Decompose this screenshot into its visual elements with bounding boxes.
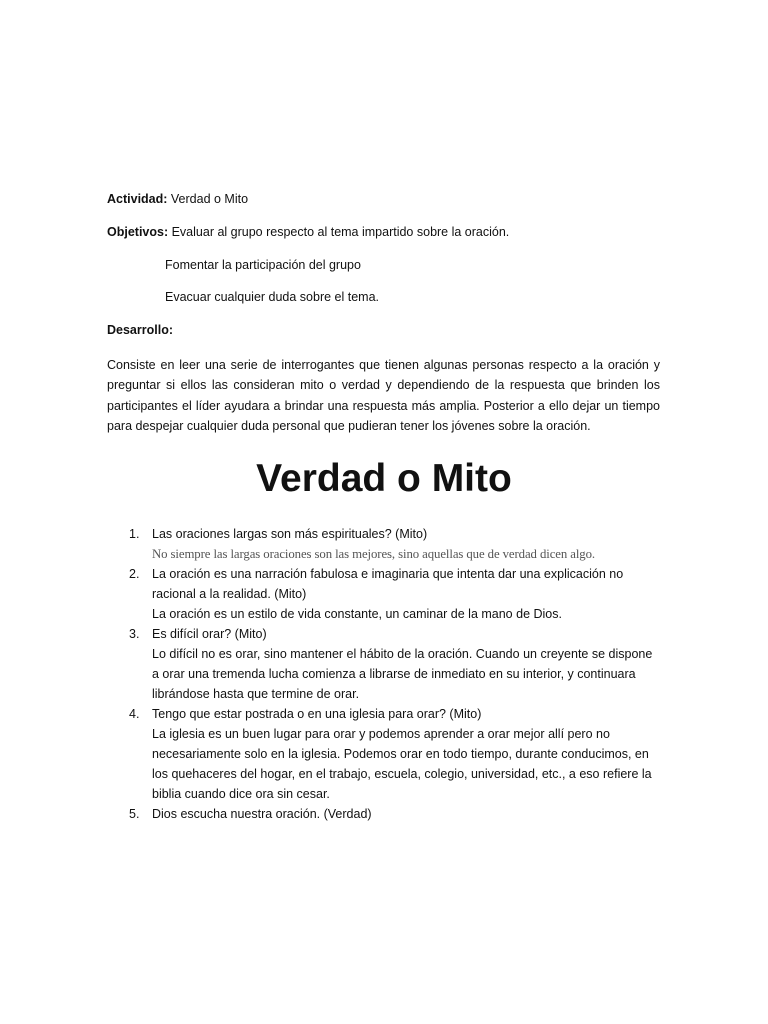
list-item-line: Las oraciones largas son más espirituales? (Mito) bbox=[152, 527, 428, 541]
objective-item-1: Evaluar al grupo respecto al tema impartido sobre la oración. bbox=[168, 225, 510, 239]
objectives-line bbox=[107, 224, 509, 241]
development-line-1: Consiste en leer una serie de interrogantes que tienen algunas personas respecto a la oración y bbox=[107, 358, 660, 372]
development-line-2: preguntar si ellos las consideran mito o verdad y dependiendo de la respuesta que brinden los bbox=[107, 378, 660, 393]
list-item-line: Dios escucha nuestra oración. (Verdad) bbox=[152, 807, 372, 821]
objectives-label: Objetivos: bbox=[107, 225, 169, 239]
development-label: Desarrollo: bbox=[107, 323, 173, 337]
list-item-line: Lo difícil no es orar, sino mantener el hábito de la oración. Cuando un creyente se dispone bbox=[152, 647, 653, 661]
list-item-line: a orar una tremenda lucha comienza a librarse de inmediato en su interior, y continuara bbox=[152, 667, 636, 681]
objective-item-3: Evacuar cualquier duda sobre el tema. bbox=[165, 290, 380, 304]
page-title: Verdad o Mito bbox=[256, 457, 512, 500]
list-item bbox=[107, 564, 667, 624]
list-item-number: 4. bbox=[129, 707, 140, 721]
development-paragraph bbox=[107, 355, 660, 436]
list-item-line: La oración es una narración fabulosa e imaginaria que intenta dar una explicación no bbox=[152, 567, 624, 581]
list-item-number: 3. bbox=[129, 627, 140, 641]
list-item bbox=[107, 804, 667, 824]
list-item-line: Tengo que estar postrada o en una iglesia para orar? (Mito) bbox=[152, 707, 482, 721]
list-item-number: 1. bbox=[129, 527, 140, 541]
activity-label: Actividad: bbox=[107, 192, 168, 206]
question-list bbox=[107, 524, 667, 824]
list-item-line: biblia cuando dice ora sin cesar. bbox=[152, 787, 330, 801]
list-item-line: La oración es un estilo de vida constante, un caminar de la mano de Dios. bbox=[152, 607, 562, 621]
development-line-4: para despejar cualquier duda personal que pudieran tener los jóvenes sobre la oración. bbox=[107, 418, 591, 433]
development-line-3: participantes el líder ayudara a brindar una respuesta más amplia. Posterior a ello dejar un tiempo bbox=[107, 398, 660, 413]
list-item-number: 2. bbox=[129, 567, 140, 581]
list-item-line: Es difícil orar? (Mito) bbox=[152, 627, 267, 641]
list-item-line: librándose hasta que termine de orar. bbox=[152, 687, 360, 701]
list-item-line: los quehaceres del hogar, en el trabajo, escuela, colegio, universidad, etc., a eso refiere la bbox=[152, 767, 652, 781]
list-item bbox=[107, 524, 667, 564]
objective-item-2: Fomentar la participación del grupo bbox=[165, 258, 361, 272]
list-item-line: La iglesia es un buen lugar para orar y podemos aprender a orar mejor allí pero no bbox=[152, 727, 610, 741]
list-item bbox=[107, 624, 667, 704]
list-item bbox=[107, 704, 667, 804]
list-item-line: racional a la realidad. (Mito) bbox=[152, 587, 307, 601]
list-item-line: necesariamente solo en la iglesia. Podemos orar en todo tiempo, durante conducimos, en bbox=[152, 747, 649, 761]
activity-value: Verdad o Mito bbox=[167, 192, 249, 206]
list-item-note: No siempre las largas oraciones son las mejores, sino aquellas que de verdad dicen algo. bbox=[152, 547, 595, 561]
list-item-number: 5. bbox=[129, 807, 140, 821]
activity-line bbox=[107, 191, 248, 208]
